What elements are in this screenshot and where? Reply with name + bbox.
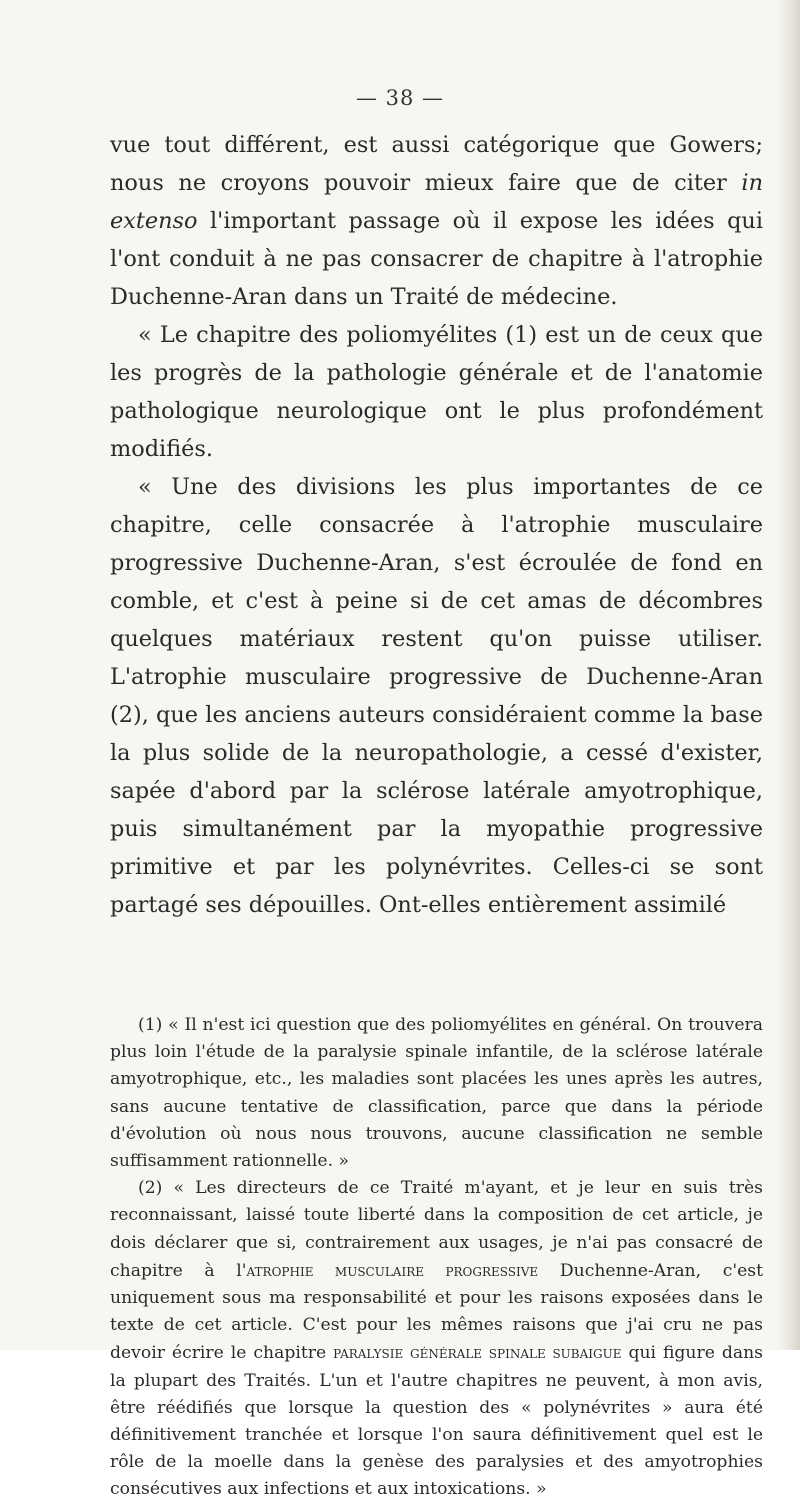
paragraph-1-text-a: vue tout différent, est aussi catégorique que Gowers; nous ne croyons pouvoir mieux faire que de citer (110, 132, 763, 196)
paragraph-3: « Une des divisions les plus importantes de ce chapitre, celle consacrée à l'atrophie musculaire progressive Duchenne-Aran, s'est écroulée de fond en comble, et c'est à peine si de cet amas de décombres quelques matériaux restent qu'on puisse utiliser. L'atrophie musculaire progressive de Duchenne-Aran (2), que les anciens auteurs considéraient comme la base la plus solide de la neuropathologie, a cessé d'exister, sapée d'abord par la sclérose latérale amyotrophique, puis simultanément par la myopathie progressive primitive et par les polynévrites. Celles-ci se sont partagé ses dépouilles. Ont-elles entièrement assimilé (110, 474, 763, 918)
footnotes (110, 1012, 763, 1504)
footnote-2-text-b: Duchenne-Aran, c'est uniquement sous ma responsabilité et pour les raisons exposées dans le texte de cet article. C'est pour les mêmes raisons que j'ai cru ne pas devoir écrire le chapitre (110, 1260, 764, 1364)
footnote-2 (110, 1175, 763, 1503)
footnote-2-text-c: qui figure dans la plupart des Traités. L'un et l'autre chapitres ne peuvent, à mon avis, être réédifiés que lorsque la question des « polynévrites » aura été définitivement tranchée et lorsque l'on saura définitivement quel est le rôle de la moelle dans la genèse des paralysies et des amyotrophies consécutives aux infections et aux intoxications. » (110, 1343, 763, 1500)
italic-phrase: in extenso (110, 170, 763, 234)
page-edge-shadow (778, 0, 800, 1350)
footnote-2-smallcaps-1: atrophie musculaire progressive (246, 1260, 539, 1280)
paragraph-1-text-b: l'important passage où il expose les idées qui l'ont conduit à ne pas consacrer de chapitre à l'atrophie Duchenne-Aran dans un Traité de médecine. (110, 208, 763, 310)
main-text (110, 126, 763, 924)
page-number: — 38 — (355, 86, 445, 110)
paragraph-1 (110, 126, 763, 316)
paragraph-2: « Le chapitre des poliomyélites (1) est un de ceux que les progrès de la pathologie générale et de l'anatomie pathologique neurologique ont le plus profondément modifiés. (110, 322, 763, 462)
footnote-2-text-a: (2) « Les directeurs de ce Traité m'ayant, et je leur en suis très reconnaissant, laissé toute liberté dans la composition de cet article, je dois déclarer que si, contrairement aux usages, je n'ai pas consacré de chapitre à l' (110, 1178, 763, 1281)
footnote-2-smallcaps-2: paralysie générale spinale subaigue (333, 1343, 622, 1363)
footnote-1: (1) « Il n'est ici question que des poliomyélites en général. On trouvera plus loin l'étude de la paralysie spinale infantile, de la sclérose latérale amyotrophique, etc., les maladies sont placées les unes après les autres, sans aucune tentative de classification, parce que dans la période d'évolution où nous nous trouvons, aucune classification ne semble suffisamment rationnelle. » (110, 1015, 763, 1172)
